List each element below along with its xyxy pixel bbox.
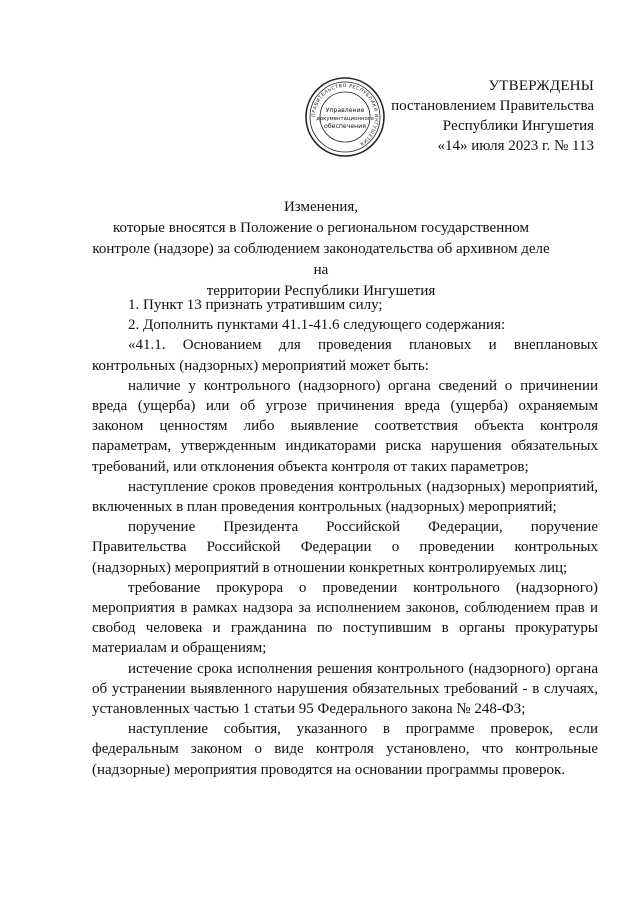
seal-line-1: Управление <box>325 107 365 114</box>
paragraph-8: истечение срока исполнения решения контрольного (надзорного) органа об устранении выявленного нарушения обязательных требований - в случаях, установленных частью 1 статьи 95 Федерального закона № 248-ФЗ; <box>92 660 598 718</box>
approval-heading: УТВЕРЖДЕНЫ <box>488 78 594 94</box>
approval-line-3: Республики Ингушетия <box>442 118 594 134</box>
title-line-1: Изменения, <box>283 199 359 215</box>
document-title <box>88 197 554 302</box>
seal-line-3: обеспечения <box>324 123 366 130</box>
title-line-4: территории Республики Ингушетия <box>206 283 436 299</box>
seal-ring-text: ПРАВИТЕЛЬСТВО РЕСПУБЛИКИ ИНГУШЕТИЯ <box>311 83 379 146</box>
paragraph-9: наступление события, указанного в программе проверок, если федеральным законом о виде контроля установлено, что контрольные (надзорные) мероприятия проводятся на основании программы проверок. <box>92 721 598 778</box>
paragraph-6: поручение Президента Российской Федерации, поручение Правительства Российской Федерации о проведении контрольных (надзорных) мероприятий в отношении конкретных контролируемых лиц; <box>92 519 598 576</box>
approval-date-number: «14» июля 2023 г. № 113 <box>437 138 594 154</box>
paragraph-1: 1. Пункт 13 признать утратившим силу; <box>128 297 383 313</box>
title-line-3: контроле (надзоре) за соблюдением законодательства об архивном деле на <box>92 241 550 278</box>
paragraph-7: требование прокурора о проведении контрольного (надзорного) мероприятия в рамках надзора за исполнением законов, соблюдением прав и свобод человека и гражданина по поступившим в органы прокуратуры материалам и обращениям; <box>92 579 598 657</box>
paragraph-3: «41.1. Основанием для проведения плановых и внеплановых контрольных (надзорных) мероприятий может быть: <box>92 337 598 374</box>
document-body <box>92 295 598 780</box>
approval-line-2: постановлением Правительства <box>391 98 594 114</box>
paragraph-5: наступление сроков проведения контрольных (надзорных) мероприятий, включенных в план проведения контрольных (надзорных) мероприятий; <box>92 478 598 516</box>
seal-line-2: документационного <box>316 116 374 122</box>
title-line-2: которые вносятся в Положение о региональном государственном <box>113 220 529 236</box>
paragraph-4: наличие у контрольного (надзорного) органа сведений о причинении вреда (ущерба) или об угрозе причинения вреда (ущерба) охраняемым законом ценностям либо выявление соответствия объекта контроля параметрам, утвержденным индикаторами риска нарушения обязательных требований, или отклонения объекта контроля от таких параметров; <box>92 377 598 475</box>
approval-block <box>334 76 594 156</box>
paragraph-2: 2. Дополнить пунктами 41.1-41.6 следующего содержания: <box>128 317 506 334</box>
